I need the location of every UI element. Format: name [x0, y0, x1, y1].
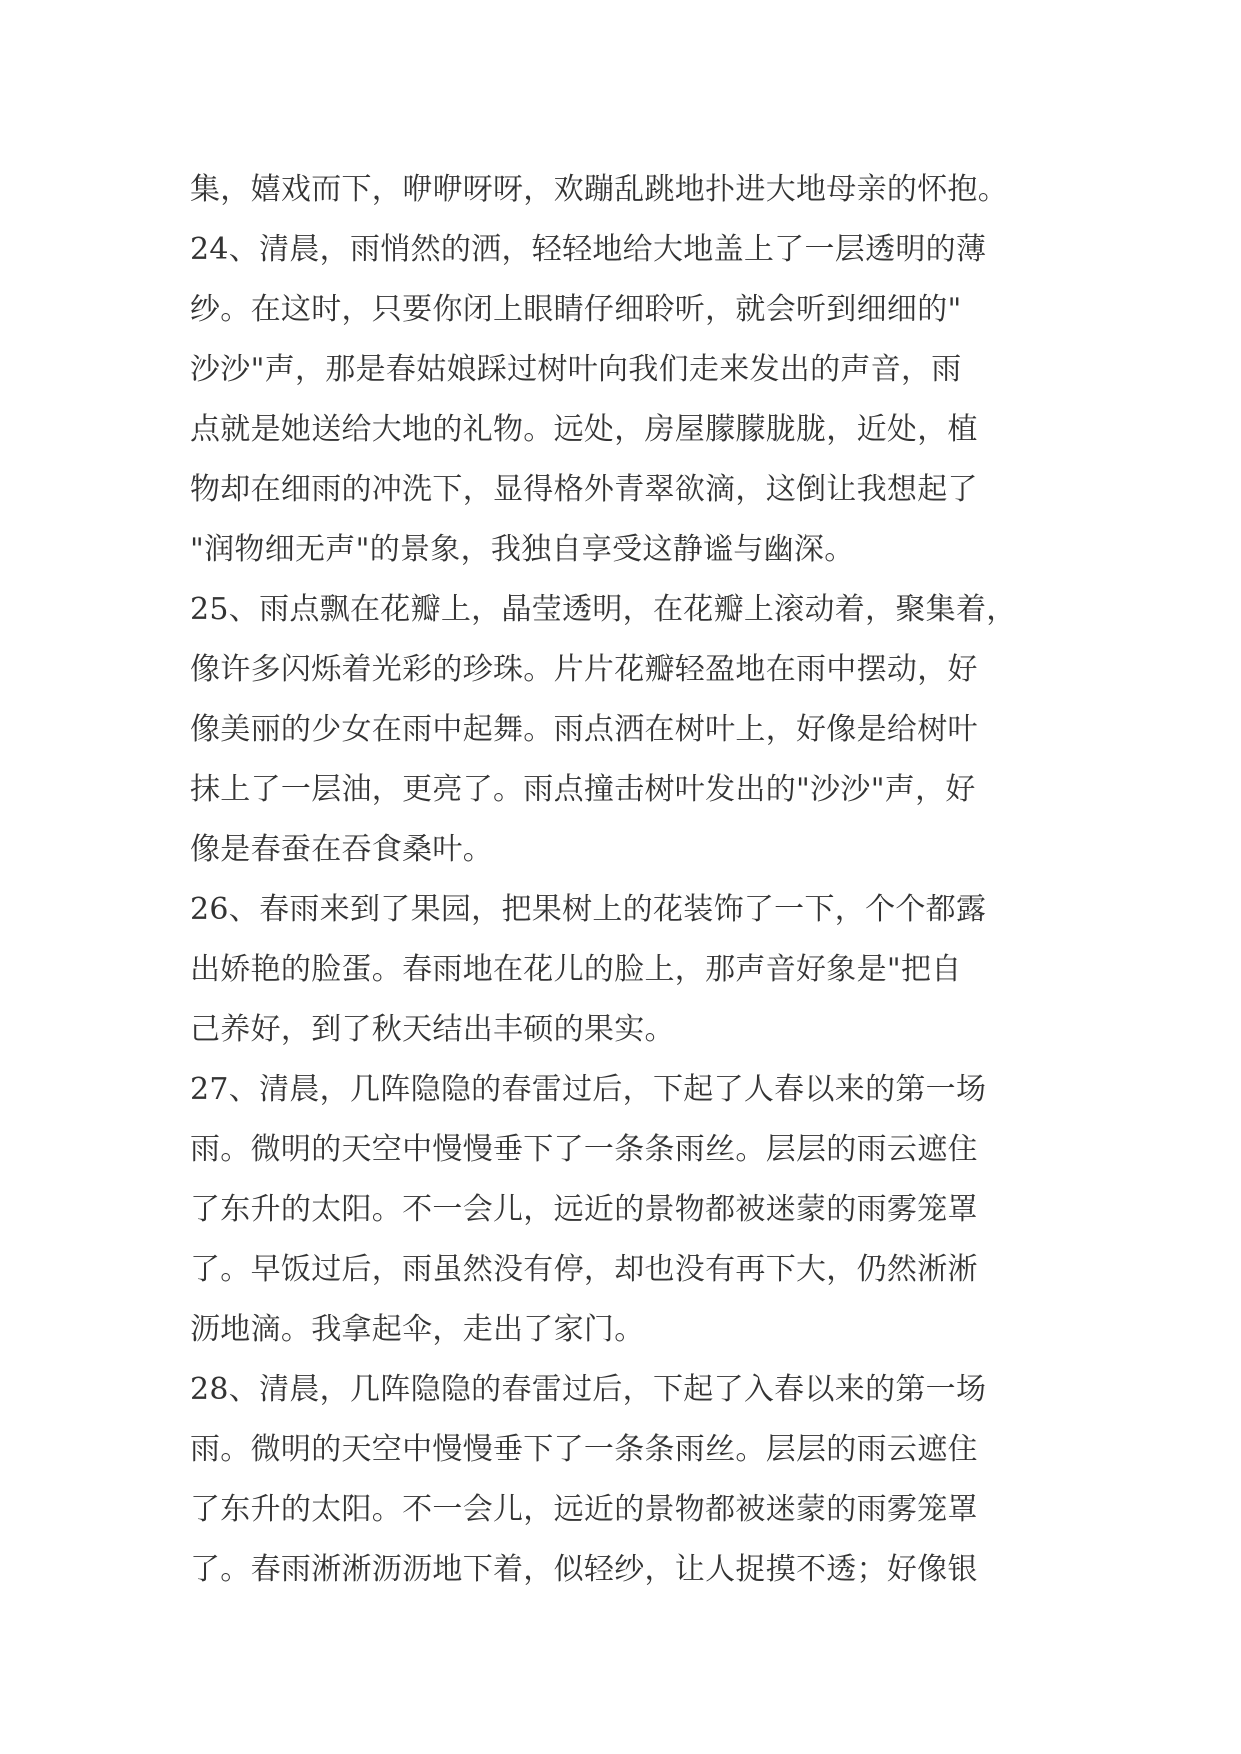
text-line: 沥地滴。我拿起伞，走出了家门。 [190, 1312, 645, 1347]
text-line: 了。春雨淅淅沥沥地下着，似轻纱，让人捉摸不透；好像银 [190, 1552, 978, 1587]
text-line: 集，嬉戏而下，咿咿呀呀，欢蹦乱跳地扑进大地母亲的怀抱。 [190, 172, 1009, 207]
text-line: 雨。微明的天空中慢慢垂下了一条条雨丝。层层的雨云遮住 [190, 1132, 978, 1167]
document-body [190, 160, 1050, 1600]
text-line: 27、清晨，几阵隐隐的春雷过后，下起了人春以来的第一场 [190, 1072, 987, 1107]
text-line: 28、清晨，几阵隐隐的春雷过后，下起了入春以来的第一场 [190, 1372, 987, 1407]
text-line: 点就是她送给大地的礼物。远处，房屋朦朦胧胧，近处，植 [190, 412, 978, 447]
text-line: 纱。在这时，只要你闭上眼睛仔细聆听，就会听到细细的" [190, 292, 962, 327]
text-line: 24、清晨，雨悄然的洒，轻轻地给大地盖上了一层透明的薄 [190, 232, 987, 267]
text-line: 了东升的太阳。不一会儿，远近的景物都被迷蒙的雨雾笼罩 [190, 1492, 978, 1527]
text-line: 出娇艳的脸蛋。春雨地在花儿的脸上，那声音好象是"把自 [190, 952, 962, 987]
text-line: 25、雨点飘在花瓣上，晶莹透明，在花瓣上滚动着，聚集着， [190, 592, 1017, 627]
text-line: 己养好，到了秋天结出丰硕的果实。 [190, 1012, 675, 1047]
text-line: 了东升的太阳。不一会儿，远近的景物都被迷蒙的雨雾笼罩 [190, 1192, 978, 1227]
text-line: 像美丽的少女在雨中起舞。雨点洒在树叶上，好像是给树叶 [190, 712, 978, 747]
text-line: 像是春蚕在吞食桑叶。 [190, 832, 493, 867]
text-line: 物却在细雨的冲洗下，显得格外青翠欲滴，这倒让我想起了 [190, 472, 978, 507]
text-line: 抹上了一层油，更亮了。雨点撞击树叶发出的"沙沙"声，好 [190, 772, 976, 807]
text-line: 沙沙"声，那是春姑娘踩过树叶向我们走来发出的声音，雨 [190, 352, 962, 387]
text-line: 雨。微明的天空中慢慢垂下了一条条雨丝。层层的雨云遮住 [190, 1432, 978, 1467]
text-line: "润物细无声"的景象，我独自享受这静谧与幽深。 [190, 532, 855, 567]
text-line: 了。早饭过后，雨虽然没有停，却也没有再下大，仍然淅淅 [190, 1252, 978, 1287]
text-line: 26、春雨来到了果园，把果树上的花装饰了一下，个个都露 [190, 892, 987, 927]
text-line: 像许多闪烁着光彩的珍珠。片片花瓣轻盈地在雨中摆动，好 [190, 652, 978, 687]
